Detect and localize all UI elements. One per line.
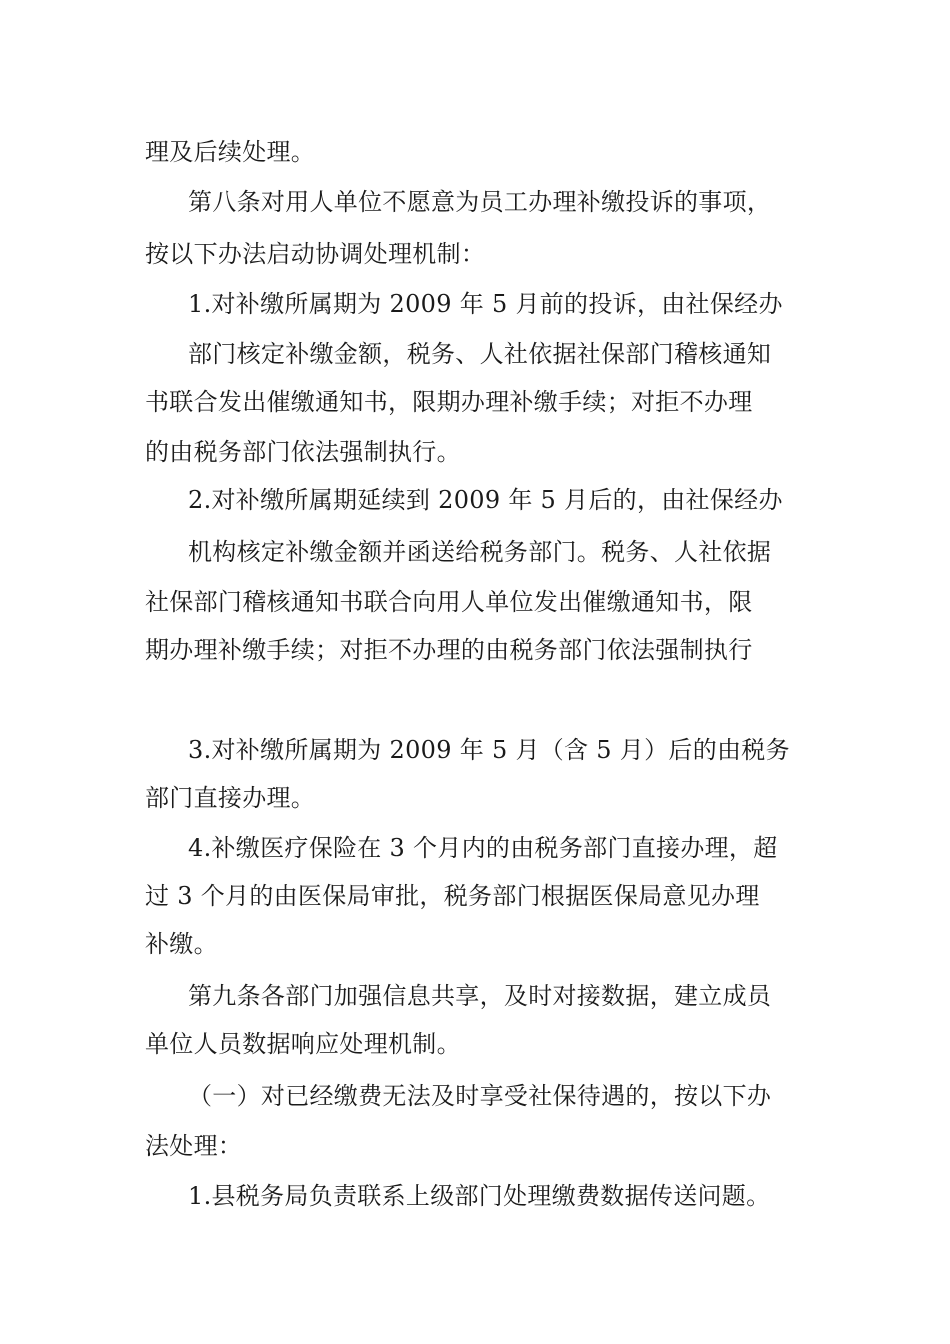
item-3-start: 3.对补缴所属期为 2009 年 5 月（含 5 月）后的由税务 [188, 736, 790, 764]
text-line: 单位人员数据响应处理机制。 [145, 1030, 461, 1058]
article-9-heading: 第九条各部门加强信息共享，及时对接数据，建立成员 [188, 982, 772, 1010]
item-1-start: 1.对补缴所属期为 2009 年 5 月前的投诉，由社保经办 [188, 290, 783, 318]
text-line: 期办理补缴手续；对拒不办理的由税务部门依法强制执行 [145, 636, 753, 664]
text-line: 补缴。 [145, 930, 218, 958]
item-4-start: 4.补缴医疗保险在 3 个月内的由税务部门直接办理，超 [188, 834, 778, 862]
section-1-item-1: 1.县税务局负责联系上级部门处理缴费数据传送问题。 [188, 1182, 771, 1210]
text-line: 社保部门稽核通知书联合向用人单位发出催缴通知书，限 [145, 588, 753, 616]
text-line: 书联合发出催缴通知书，限期办理补缴手续；对拒不办理 [145, 388, 753, 416]
text-line: 过 3 个月的由医保局审批，税务部门根据医保局意见办理 [145, 882, 760, 910]
text-line: 部门核定补缴金额，税务、人社依据社保部门稽核通知 [188, 340, 772, 368]
text-line: 按以下办法启动协调处理机制： [145, 240, 486, 268]
section-1-heading: （一）对已经缴费无法及时享受社保待遇的，按以下办 [188, 1082, 772, 1110]
item-2-start: 2.对补缴所属期延续到 2009 年 5 月后的，由社保经办 [188, 486, 783, 514]
article-8-heading: 第八条对用人单位不愿意为员工办理补缴投诉的事项， [188, 188, 772, 216]
text-line: 理及后续处理。 [145, 138, 316, 166]
text-line: 部门直接办理。 [145, 784, 316, 812]
text-line: 的由税务部门依法强制执行。 [145, 438, 461, 466]
text-line: 法处理： [145, 1132, 243, 1160]
text-line: 机构核定补缴金额并函送给税务部门。税务、人社依据 [188, 538, 772, 566]
